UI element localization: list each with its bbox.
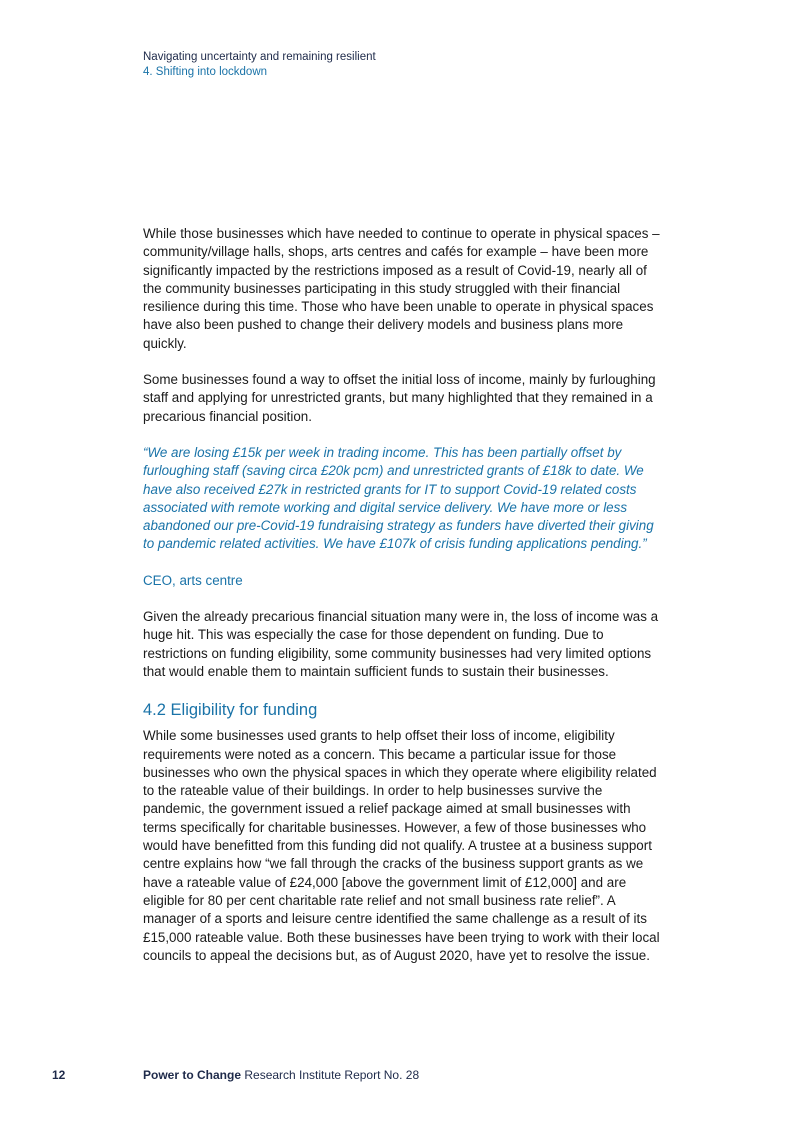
footer-report-line: [143, 1067, 419, 1083]
body-paragraph: Some businesses found a way to offset the initial loss of income, mainly by furloughing staff and applying for unrestricted grants, but many highlighted that they remained in a precarious financial position.: [143, 372, 656, 424]
body-paragraph: While some businesses used grants to help offset their loss of income, eligibility requirements were noted as a concern. This became a particular issue for those businesses who own the physical spaces in which they operate where eligibility related to the rateable value of their buildings. In order to help businesses survive the pandemic, the government issued a relief package aimed at small businesses with terms specifically for charitable businesses. However, a few of those businesses who would have benefitted from this funding did not qualify. A trustee at a business support centre explains how “we fall through the cracks of the business support grants as we have a rateable value of £24,000 [above the government limit of £12,000] and are eligible for 80 per cent charitable rate relief and not small business rate relief”. A manager of a sports and leisure centre identified the same challenge as a result of its £15,000 rateable value. Both these businesses have been trying to work with their local councils to appeal the decisions but, as of August 2020, have yet to resolve the issue.: [143, 728, 660, 963]
brand-name: Power to Change: [143, 1068, 242, 1082]
quote-attribution: CEO, arts centre: [143, 572, 243, 588]
report-title: Research Institute Report No. 28: [244, 1068, 420, 1082]
page-number: 12: [52, 1068, 66, 1082]
running-header: [143, 50, 376, 80]
document-title: Navigating uncertainty and remaining resilient: [143, 51, 376, 63]
pull-quote: [143, 444, 663, 590]
main-content: [143, 225, 663, 983]
body-paragraph: Given the already precarious financial situation many were in, the loss of income was a huge hit. This was especially the case for those dependent on funding. Due to restrictions on funding eligibility, some community businesses had very limited options that would enable them to maintain sufficient funds to sustain their businesses.: [143, 609, 659, 679]
body-paragraph: While those businesses which have needed to continue to operate in physical spaces –community/village halls, shops, arts centres and cafés for example – have been more significantly impacted by the restrictions imposed as a result of Covid-19, nearly all of the community businesses participating in this study struggled with their financial resilience during this time. Those who have been unable to operate in physical spaces have also been pushed to change their delivery models and business plans more quickly.: [143, 226, 660, 351]
section-title: 4. Shifting into lockdown: [143, 66, 268, 78]
section-subheading: 4.2 Eligibility for funding: [143, 701, 318, 720]
quote-text: “We are losing £15k per week in trading income. This has been partially offset by furloughing staff (saving circa £20k pcm) and unrestricted grants of £18k to date. We have also received £27k in restricted grants for IT to support Covid-19 related costs associated with remote working and digital service delivery. We have more or less abandoned our pre-Covid-19 fundraising strategy as funders have diverted their giving to pandemic related activities. We have £107k of crisis funding applications pending.”: [143, 444, 654, 552]
